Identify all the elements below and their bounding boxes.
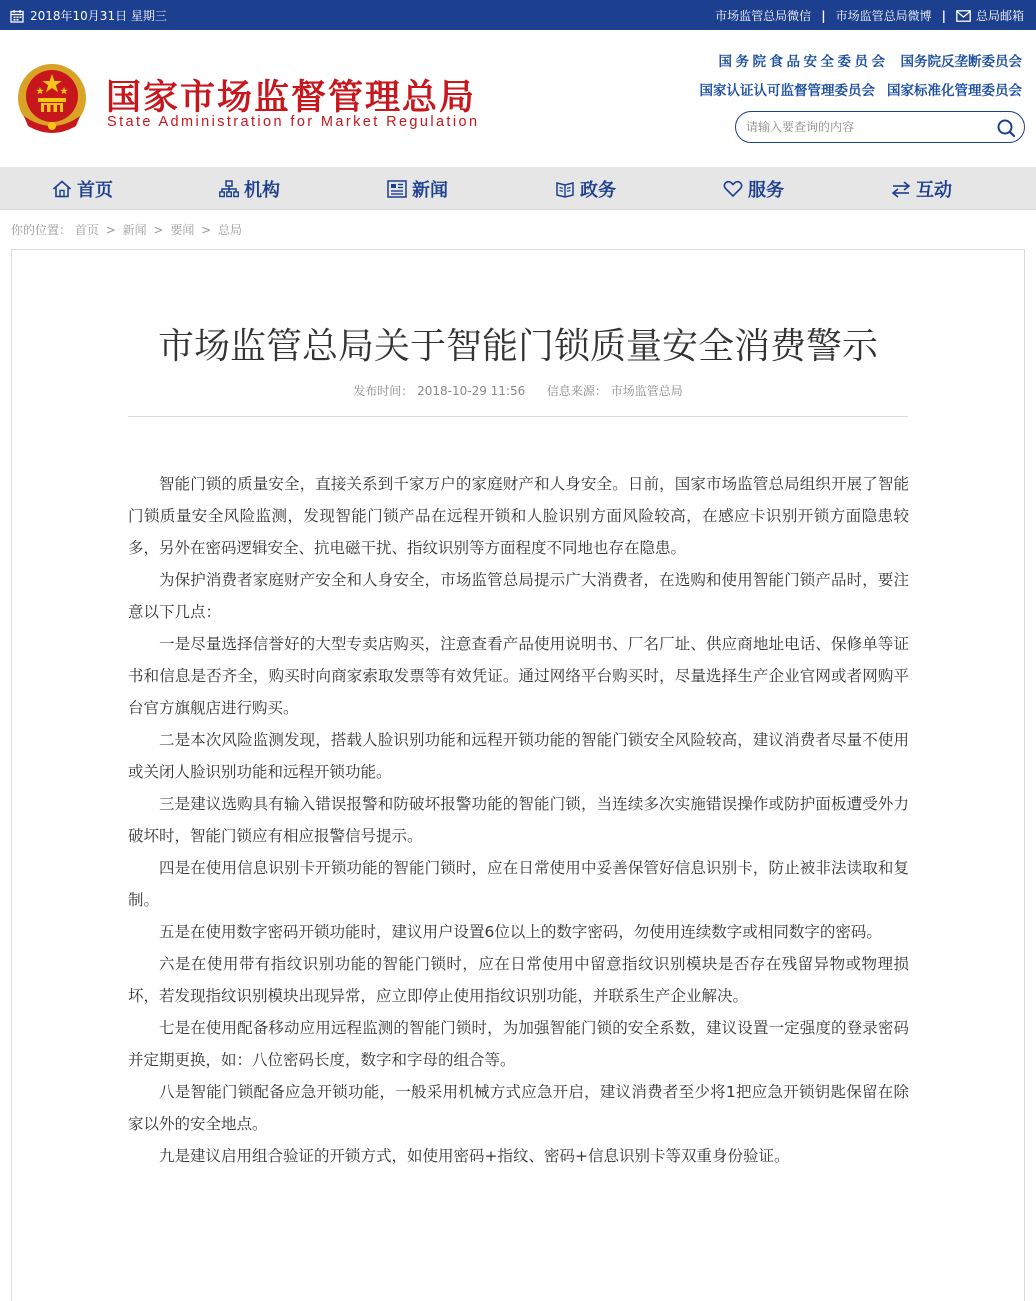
article-paragraph: 七是在使用配备移动应用远程监测的智能门锁时，为加强智能门锁的安全系数，建议设置一定强度的登录密码并定期更换，如：八位密码长度，数字和字母的组合等。 — [128, 1019, 909, 1069]
breadcrumb-prefix: 你的位置： — [11, 223, 72, 237]
article-paragraph: 九是建议启用组合验证的开锁方式，如使用密码+指纹、密码+信息识别卡等双重身份验证。 — [159, 1147, 790, 1165]
committee-links — [700, 50, 1023, 108]
mail-icon — [956, 10, 971, 22]
nav-label: 机构 — [244, 179, 280, 201]
title-divider — [128, 416, 908, 417]
wechat-link[interactable]: 市场监管总局微信 — [715, 9, 812, 23]
date-text: 2018年10月31日 星期三 — [30, 9, 167, 23]
publish-time: 2018-10-29 11:56 — [417, 384, 526, 398]
org-chart-icon — [219, 180, 239, 198]
nav-label: 新闻 — [412, 179, 448, 201]
link-separator: | — [941, 8, 946, 23]
national-emblem-icon[interactable] — [14, 60, 90, 136]
nav-label: 首页 — [77, 179, 113, 201]
publish-time-label: 发布时间： — [353, 384, 414, 398]
article-paragraph: 二是本次风险监测发现，搭载人脸识别功能和远程开锁功能的智能门锁安全风险较高，建议消费者尽量不使用或关闭人脸识别功能和远程开锁功能。 — [128, 731, 909, 781]
nav-item-interaction[interactable] — [891, 167, 952, 210]
nav-item-home[interactable] — [52, 167, 113, 210]
breadcrumb-home[interactable]: 首页 — [74, 223, 99, 237]
article-container — [11, 249, 1025, 1301]
nav-item-service[interactable] — [723, 167, 784, 210]
source: 市场监管总局 — [610, 384, 683, 398]
article-paragraph: 四是在使用信息识别卡开锁功能的智能门锁时，应在日常使用中妥善保管好信息识别卡，防止被非法读取和复制。 — [128, 859, 909, 909]
search-input[interactable] — [746, 118, 986, 136]
home-icon — [52, 180, 72, 198]
article-paragraph: 三是建议选购具有输入错误报警和防破坏报警功能的智能门锁，当连续多次实施错误操作或防护面板遭受外力破坏时，智能门锁应有相应报警信号提示。 — [128, 795, 909, 845]
certification-committee-link[interactable]: 国家认证认可监督管理委员会 — [699, 83, 875, 99]
top-links — [715, 7, 1024, 24]
article-paragraph: 为保护消费者家庭财产安全和人身安全，市场监管总局提示广大消费者，在选购和使用智能门锁产品时，要注意以下几点： — [128, 571, 909, 621]
main-nav — [0, 167, 1036, 210]
site-name[interactable]: 国家市场监督管理总局 — [106, 77, 477, 118]
site-header — [0, 30, 1036, 167]
article-paragraph: 智能门锁的质量安全，直接关系到千家万户的家庭财产和人身安全。日前，国家市场监管总局组织开展了智能门锁质量安全风险监测，发现智能门锁产品在远程开锁和人脸识别方面风险较高，在感应卡识别开锁方面隐患较多，另外在密码逻辑安全、抗电磁干扰、指纹识别等方面程度不同地也存在隐患。 — [128, 475, 909, 557]
mailbox-label: 总局邮箱 — [975, 9, 1024, 23]
article-meta — [12, 382, 1024, 399]
link-separator: | — [821, 8, 826, 23]
breadcrumb-headlines[interactable]: 要闻 — [170, 223, 195, 237]
news-icon — [387, 180, 407, 198]
search-icon[interactable] — [996, 118, 1016, 138]
nav-item-org[interactable] — [219, 167, 280, 210]
food-safety-committee-link[interactable]: 国务院食品安全委员会 — [718, 54, 889, 70]
breadcrumb-news[interactable]: 新闻 — [122, 223, 147, 237]
breadcrumb-separator: > — [153, 223, 164, 237]
article-paragraph: 一是尽量选择信誉好的大型专卖店购买，注意查看产品使用说明书、厂名厂址、供应商地址电话、保修单等证书和信息是否齐全，购买时向商家索取发票等有效凭证。通过网络平台购买时，尽量选择生产企业官网或者网购平台官方旗舰店进行购买。 — [128, 635, 909, 717]
nav-item-affairs[interactable] — [555, 167, 616, 210]
nav-label: 互动 — [916, 179, 952, 201]
breadcrumb-bureau[interactable]: 总局 — [218, 223, 243, 237]
book-icon — [555, 180, 575, 198]
calendar-icon — [10, 9, 24, 23]
date-display — [10, 7, 167, 24]
nav-label: 政务 — [580, 179, 616, 201]
anti-monopoly-committee-link[interactable]: 国务院反垄断委员会 — [900, 54, 1022, 70]
article-body — [128, 468, 909, 1172]
source-label: 信息来源： — [546, 384, 607, 398]
article-title: 市场监管总局关于智能门锁质量安全消费警示 — [157, 326, 878, 367]
standardization-committee-link[interactable]: 国家标准化管理委员会 — [887, 83, 1022, 99]
exchange-icon — [891, 180, 911, 198]
nav-item-news[interactable] — [387, 167, 448, 210]
article-paragraph: 五是在使用数字密码开锁功能时，建议用户设置6位以上的数字密码，勿使用连续数字或相同数字的密码。 — [159, 923, 882, 941]
breadcrumb — [11, 221, 242, 238]
site-name-english: State Administration for Market Regulation — [107, 114, 480, 130]
nav-label: 服务 — [748, 179, 784, 201]
top-bar — [0, 0, 1036, 30]
breadcrumb-separator: > — [201, 223, 212, 237]
mailbox-link[interactable] — [956, 7, 1024, 24]
search-box — [735, 111, 1025, 143]
article-paragraph: 八是智能门锁配备应急开锁功能，一般采用机械方式应急开启，建议消费者至少将1把应急开锁钥匙保留在除家以外的安全地点。 — [128, 1083, 909, 1133]
breadcrumb-separator: > — [105, 223, 116, 237]
weibo-link[interactable]: 市场监管总局微博 — [835, 9, 932, 23]
heart-icon — [723, 180, 743, 198]
article-paragraph: 六是在使用带有指纹识别功能的智能门锁时，应在日常使用中留意指纹识别模块是否存在残留异物或物理损坏，若发现指纹识别模块出现异常，应立即停止使用指纹识别功能，并联系生产企业解决。 — [128, 955, 909, 1005]
